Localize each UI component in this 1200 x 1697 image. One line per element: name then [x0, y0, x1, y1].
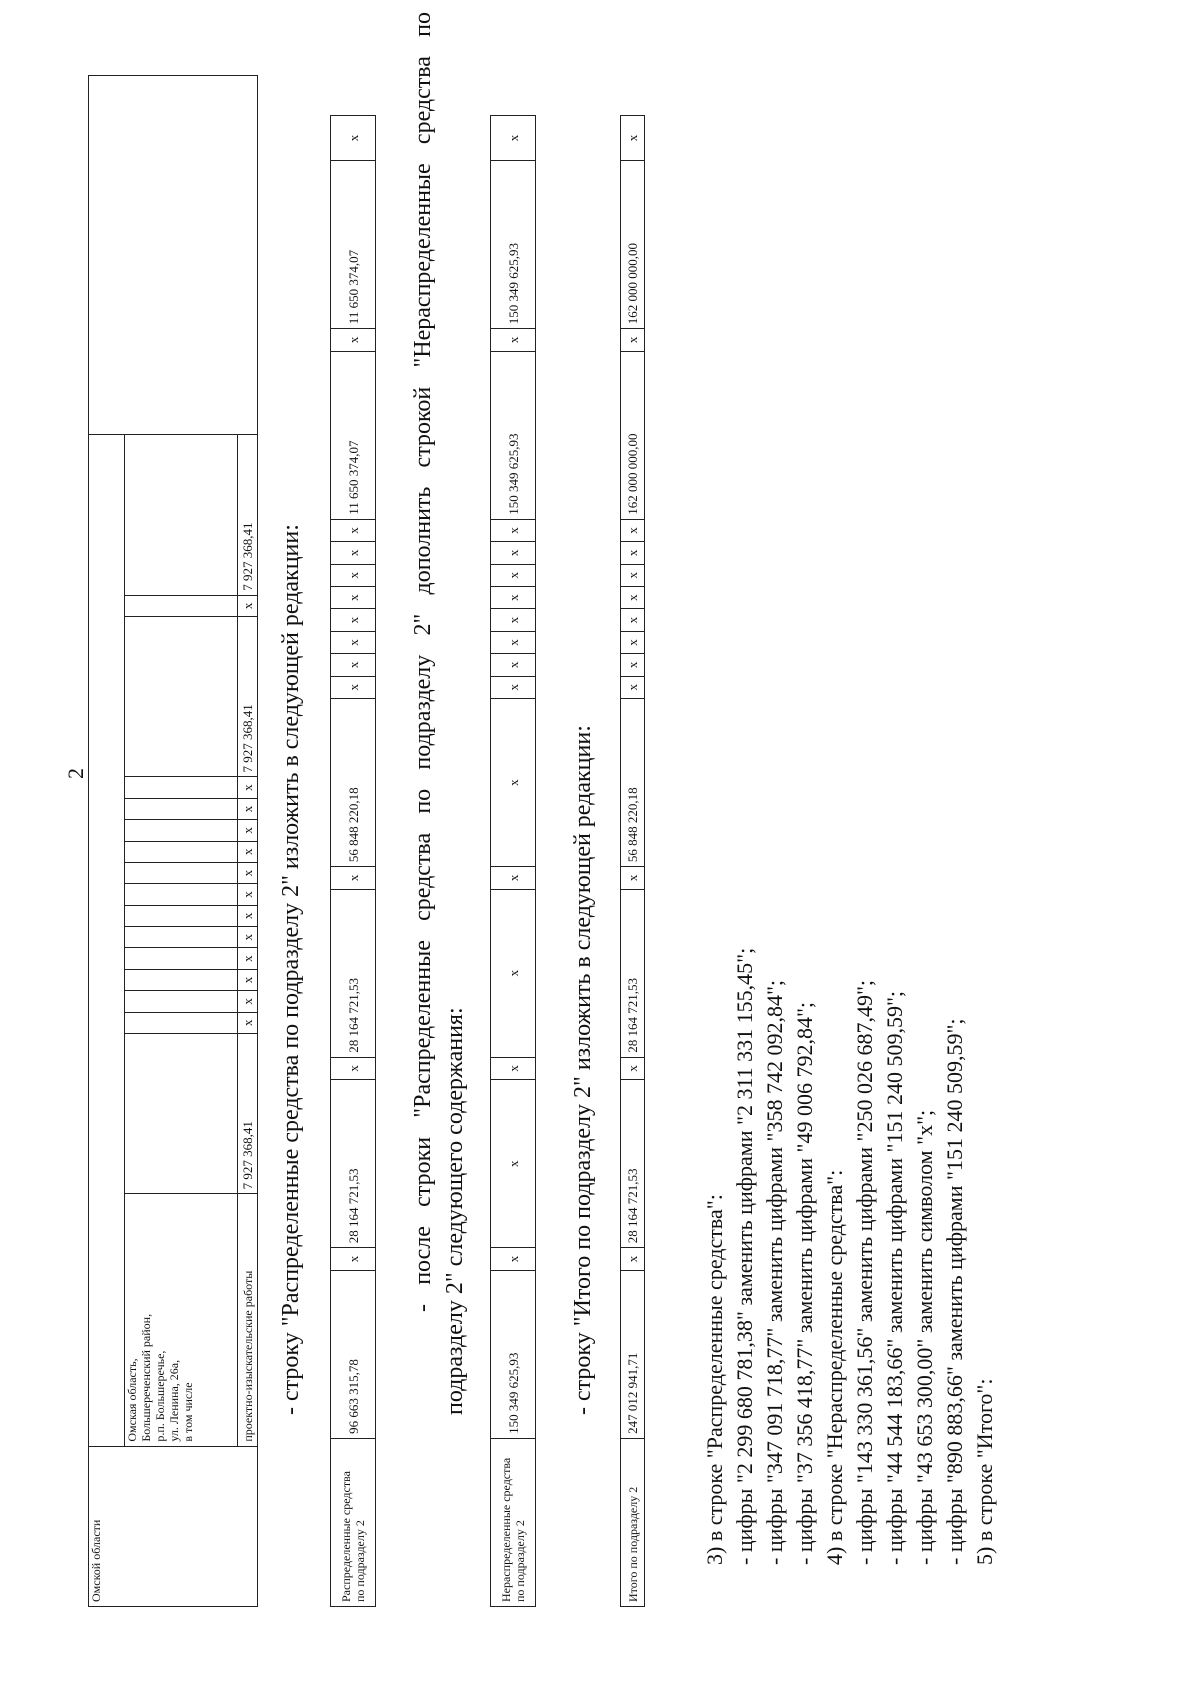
address-cell: Омская область, Большереченский район, р.п. Большеречье, ул. Ленина, 26а, в том числе — [125, 1194, 238, 1446]
paragraph-3: - строку "Итого по подразделу 2" изложить в следующей редакции: — [570, 725, 596, 1415]
total-table: Итого по подразделу 2 247 012 941,71 x 28 164 721,53 x 28 164 721,53 x 56 848 220,18 x x x x x x x x 162 000 000,00 x 162 000 000,00 x — [620, 115, 645, 1607]
pir-value-1: 7 927 368,41 — [238, 1033, 258, 1193]
instruction-line: 5) в строке "Итого": — [972, 1378, 997, 1565]
instruction-line: - цифры "347 091 718,77" заменить цифрами "358 742 092,84"; — [762, 979, 787, 1565]
page-number: 2 — [63, 768, 88, 779]
paragraph-2b: подразделу 2" следующего содержания: — [442, 1007, 468, 1415]
instruction-line: - цифры "890 883,66" заменить цифрами "151 240 509,59"; — [942, 1018, 967, 1565]
pir-label: проектно-изыскательские работы — [238, 1194, 258, 1446]
undistributed-table: Нераспределенные средства по подразделу 2 150 349 625,93 x x x x x x x x x x x x x x 150 349 625,93 x 150 349 625,93 x — [490, 115, 536, 1607]
distributed-label: Распределенные средства по подразделу 2 — [331, 1438, 376, 1606]
instructions-block — [700, 948, 1000, 1565]
instruction-line: - цифры "37 356 418,77" заменить цифрами "49 006 792,84"; — [792, 1001, 817, 1565]
instruction-line: - цифры "143 330 361,56" заменить цифрами "250 026 687,49"; — [852, 979, 877, 1565]
top-region-cell: Омской области — [89, 1446, 258, 1606]
distributed-total: 96 663 315,78 — [331, 1270, 376, 1438]
instruction-line: 3) в строке "Распределенные средства": — [702, 1194, 727, 1565]
instruction-line: - цифры "2 299 680 781,38" заменить цифрами "2 311 331 155,45"; — [732, 947, 757, 1565]
undistributed-total: 150 349 625,93 — [491, 1270, 536, 1438]
paragraph-1: - строку "Распределенные средства по подразделу 2" изложить в следующей редакции: — [278, 524, 304, 1415]
total-value: 247 012 941,71 — [621, 1270, 645, 1438]
instruction-line: 4) в строке "Нераспределенные средства": — [822, 1169, 847, 1565]
pir-value-3: 7 927 368,41 — [238, 435, 258, 595]
total-label: Итого по подразделу 2 — [621, 1438, 645, 1606]
distributed-table: Распределенные средства по подразделу 2 96 663 315,78 x 28 164 721,53 x 28 164 721,53 x 56 848 220,18 x x x x x x x x 11 650 374,07 x 11 650 374,07 x — [330, 115, 376, 1607]
top-table: Омской области Омская область, Большереченский район, р.п. Большеречье, ул. Ленина, 26а, в том числе проектно-изыскательские работы 7 927 368,41 x x x x x x x x x x x x 7 927 368,41 x 7 927 368,41 — [88, 75, 258, 1607]
undistributed-label: Нераспределенные средства по подразделу 2 — [491, 1438, 536, 1606]
top-blank-cell — [89, 76, 258, 435]
pir-value-2: 7 927 368,41 — [238, 617, 258, 777]
paragraph-2a: - после строки "Распределенные средства по подразделу 2" дополнить строкой "Нераспределенные средства по — [410, 12, 436, 1312]
instruction-line: - цифры "43 653 300,00" заменить символом "x"; — [912, 1109, 937, 1565]
instruction-line: - цифры "44 544 183,66" заменить цифрами "151 240 509,59"; — [882, 990, 907, 1565]
